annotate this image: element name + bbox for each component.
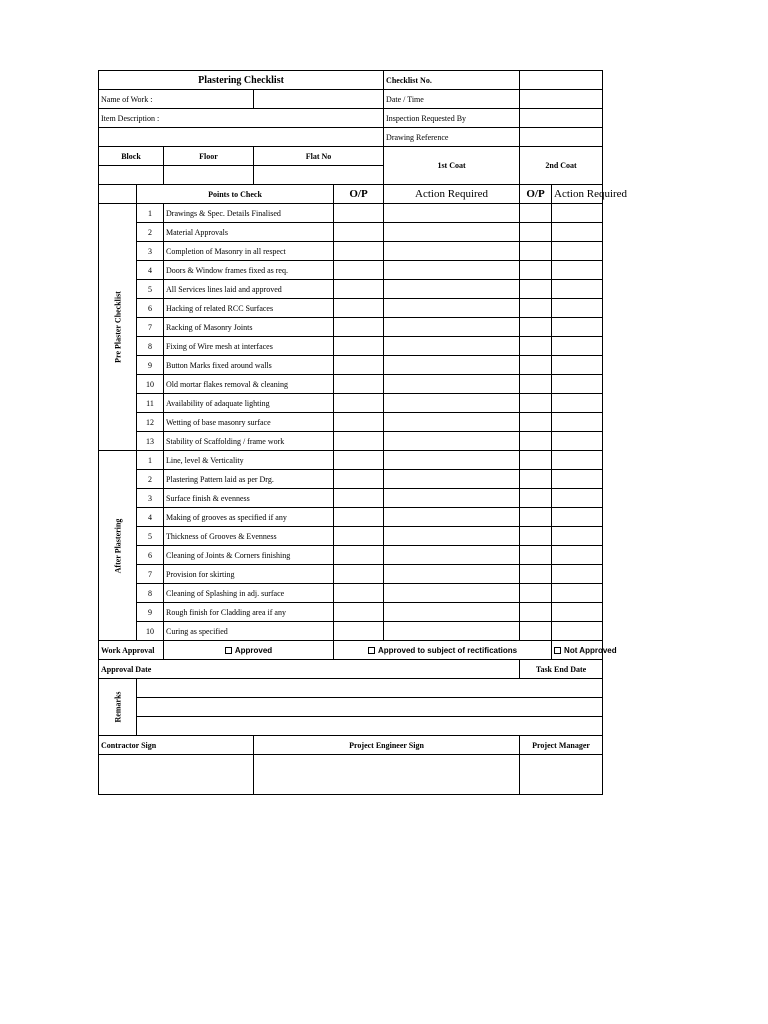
op-cell-1[interactable] [334, 527, 384, 546]
action-cell-1[interactable] [384, 261, 520, 280]
second-coat-label: 2nd Coat [520, 147, 603, 185]
op-cell-1[interactable] [334, 394, 384, 413]
item-number: 6 [137, 546, 164, 565]
pre-plaster-row [99, 432, 603, 451]
item-number: 7 [137, 318, 164, 337]
item-text: Rough finish for Cladding area if any [164, 603, 334, 622]
approved-label: Approved [234, 645, 273, 655]
op-cell-2[interactable] [520, 261, 552, 280]
item-description-label: Item Description : [99, 109, 384, 128]
item-text: Old mortar flakes removal & cleaning [164, 375, 334, 394]
remarks-line[interactable] [137, 679, 603, 698]
pre-plaster-row [99, 413, 603, 432]
action-cell-1[interactable] [384, 375, 520, 394]
item-number: 8 [137, 337, 164, 356]
engineer-sign-field[interactable] [254, 755, 520, 795]
item-text: Plastering Pattern laid as per Drg. [164, 470, 334, 489]
action-cell-1[interactable] [384, 470, 520, 489]
action-cell-2[interactable] [552, 584, 603, 603]
action-cell-1[interactable] [384, 451, 520, 470]
item-number: 2 [137, 470, 164, 489]
item-number: 4 [137, 261, 164, 280]
op-cell-1[interactable] [334, 489, 384, 508]
op-header-2: O/P [520, 185, 552, 204]
action-cell-2[interactable] [552, 470, 603, 489]
op-cell-2[interactable] [520, 413, 552, 432]
op-cell-1[interactable] [334, 546, 384, 565]
item-number: 10 [137, 375, 164, 394]
pre-plaster-row [99, 204, 603, 223]
pre-plaster-row [99, 242, 603, 261]
after-plastering-row [99, 584, 603, 603]
item-number: 5 [137, 280, 164, 299]
item-text: Curing as specified [164, 622, 334, 641]
op-cell-1[interactable] [334, 375, 384, 394]
op-cell-2[interactable] [520, 603, 552, 622]
op-cell-1[interactable] [334, 584, 384, 603]
op-cell-1[interactable] [334, 356, 384, 375]
manager-sign-field[interactable] [520, 755, 603, 795]
floor-field[interactable] [164, 166, 254, 185]
item-text: Hacking of related RCC Surfaces [164, 299, 334, 318]
inspection-requested-label: Inspection Requested By [384, 109, 520, 128]
block-label: Block [99, 147, 164, 166]
op-cell-1[interactable] [334, 565, 384, 584]
item-number: 9 [137, 603, 164, 622]
action-cell-2[interactable] [552, 204, 603, 223]
action-cell-1[interactable] [384, 394, 520, 413]
after-plastering-row [99, 603, 603, 622]
op-cell-2[interactable] [520, 565, 552, 584]
approved-subject-label: Approved to subject of rectifications [377, 645, 518, 655]
action-cell-1[interactable] [384, 603, 520, 622]
action-cell-2[interactable] [552, 280, 603, 299]
pre-plaster-row [99, 375, 603, 394]
op-cell-1[interactable] [334, 470, 384, 489]
op-cell-2[interactable] [520, 299, 552, 318]
points-to-check-header: Points to Check [137, 185, 334, 204]
action-cell-1[interactable] [384, 280, 520, 299]
action-cell-1[interactable] [384, 584, 520, 603]
engineer-sign-label: Project Engineer Sign [254, 736, 520, 755]
item-number: 11 [137, 394, 164, 413]
action-cell-2[interactable] [552, 413, 603, 432]
checklist-table [98, 70, 628, 795]
action-cell-2[interactable] [552, 432, 603, 451]
item-number: 3 [137, 242, 164, 261]
op-cell-1[interactable] [334, 413, 384, 432]
action-cell-2[interactable] [552, 223, 603, 242]
op-cell-2[interactable] [520, 622, 552, 641]
action-cell-1[interactable] [384, 356, 520, 375]
item-number: 1 [137, 451, 164, 470]
after-plastering-row [99, 508, 603, 527]
item-number: 13 [137, 432, 164, 451]
action-cell-2[interactable] [552, 508, 603, 527]
item-text: Racking of Masonry Joints [164, 318, 334, 337]
op-cell-1[interactable] [334, 261, 384, 280]
op-cell-2[interactable] [520, 470, 552, 489]
action-cell-2[interactable] [552, 337, 603, 356]
item-number: 1 [137, 204, 164, 223]
action-cell-2[interactable] [552, 261, 603, 280]
name-of-work-field[interactable] [254, 90, 384, 109]
op-cell-1[interactable] [334, 318, 384, 337]
after-plastering-row [99, 527, 603, 546]
item-text: Surface finish & evenness [164, 489, 334, 508]
pre-plaster-row [99, 318, 603, 337]
first-coat-label: 1st Coat [384, 147, 520, 185]
floor-label: Floor [164, 147, 254, 166]
action-cell-1[interactable] [384, 527, 520, 546]
item-number: 2 [137, 223, 164, 242]
op-cell-2[interactable] [520, 394, 552, 413]
op-cell-1[interactable] [334, 603, 384, 622]
pre-plaster-section-label: Pre Plaster Checklist [99, 204, 137, 451]
op-cell-2[interactable] [520, 337, 552, 356]
action-cell-2[interactable] [552, 318, 603, 337]
after-plastering-row [99, 546, 603, 565]
op-cell-2[interactable] [520, 242, 552, 261]
item-number: 6 [137, 299, 164, 318]
item-text: Stability of Scaffolding / frame work [164, 432, 334, 451]
action-cell-1[interactable] [384, 299, 520, 318]
action-cell-1[interactable] [384, 432, 520, 451]
action-cell-2[interactable] [552, 375, 603, 394]
action-cell-2[interactable] [552, 394, 603, 413]
flat-no-field[interactable] [254, 166, 384, 185]
action-cell-2[interactable] [552, 356, 603, 375]
inspection-requested-field[interactable] [520, 109, 603, 128]
item-number: 7 [137, 565, 164, 584]
pre-plaster-row [99, 280, 603, 299]
pre-plaster-row [99, 394, 603, 413]
op-cell-2[interactable] [520, 451, 552, 470]
pre-plaster-row [99, 261, 603, 280]
op-cell-2[interactable] [520, 527, 552, 546]
item-text: Drawings & Spec. Details Finalised [164, 204, 334, 223]
action-cell-1[interactable] [384, 223, 520, 242]
op-cell-1[interactable] [334, 337, 384, 356]
drawing-reference-label: Drawing Reference [384, 128, 520, 147]
action-cell-1[interactable] [384, 204, 520, 223]
remarks-line[interactable] [137, 698, 603, 717]
item-text: Cleaning of Splashing in adj. surface [164, 584, 334, 603]
action-cell-2[interactable] [552, 603, 603, 622]
op-cell-2[interactable] [520, 280, 552, 299]
item-number: 8 [137, 584, 164, 603]
blank-cell [99, 185, 137, 204]
op-cell-1[interactable] [334, 432, 384, 451]
action-cell-1[interactable] [384, 413, 520, 432]
item-text: Provision for skirting [164, 565, 334, 584]
item-number: 4 [137, 508, 164, 527]
drawing-reference-field[interactable] [520, 128, 603, 147]
approved-subject-option[interactable] [334, 641, 552, 660]
block-field[interactable] [99, 166, 164, 185]
pre-plaster-row [99, 337, 603, 356]
work-approval-label: Work Approval [99, 641, 164, 660]
not-approved-option[interactable] [552, 641, 617, 660]
action-cell-2[interactable] [552, 451, 603, 470]
name-of-work-label: Name of Work : [99, 90, 254, 109]
item-text: Cleaning of Joints & Corners finishing [164, 546, 334, 565]
op-cell-2[interactable] [520, 223, 552, 242]
date-time-field[interactable] [520, 90, 603, 109]
item-text: Thickness of Grooves & Evenness [164, 527, 334, 546]
action-cell-2[interactable] [552, 622, 603, 641]
after-plastering-section-label: After Plastering [99, 451, 137, 641]
item-text: Availability of adaquate lighting [164, 394, 334, 413]
not-approved-label: Not Approved [564, 645, 617, 655]
checkbox-icon [225, 647, 232, 654]
action-cell-2[interactable] [552, 489, 603, 508]
op-cell-2[interactable] [520, 584, 552, 603]
contractor-sign-label: Contractor Sign [99, 736, 254, 755]
item-number: 10 [137, 622, 164, 641]
item-text: Fixing of Wire mesh at interfaces [164, 337, 334, 356]
op-cell-2[interactable] [520, 432, 552, 451]
op-cell-2[interactable] [520, 508, 552, 527]
op-cell-1[interactable] [334, 242, 384, 261]
action-cell-1[interactable] [384, 489, 520, 508]
approved-option[interactable] [164, 641, 334, 660]
op-header-1: O/P [334, 185, 384, 204]
op-cell-1[interactable] [334, 204, 384, 223]
action-required-header-2: Action Required [552, 185, 603, 204]
checkbox-icon [554, 647, 561, 654]
item-text: Completion of Masonry in all respect [164, 242, 334, 261]
op-cell-2[interactable] [520, 546, 552, 565]
op-cell-2[interactable] [520, 318, 552, 337]
op-cell-1[interactable] [334, 451, 384, 470]
op-cell-1[interactable] [334, 299, 384, 318]
op-cell-2[interactable] [520, 375, 552, 394]
checkbox-icon [368, 647, 375, 654]
contractor-sign-field[interactable] [99, 755, 254, 795]
item-text: Line, level & Verticality [164, 451, 334, 470]
action-cell-2[interactable] [552, 527, 603, 546]
pre-plaster-row [99, 223, 603, 242]
item-text: Material Approvals [164, 223, 334, 242]
action-cell-2[interactable] [552, 242, 603, 261]
item-number: 5 [137, 527, 164, 546]
op-cell-1[interactable] [334, 622, 384, 641]
op-cell-2[interactable] [520, 204, 552, 223]
action-cell-1[interactable] [384, 337, 520, 356]
op-cell-1[interactable] [334, 223, 384, 242]
item-text: Button Marks fixed around walls [164, 356, 334, 375]
date-time-label: Date / Time [384, 90, 520, 109]
item-text: Wetting of base masonry surface [164, 413, 334, 432]
action-cell-2[interactable] [552, 546, 603, 565]
task-end-date-label: Task End Date [520, 660, 603, 679]
item-number: 3 [137, 489, 164, 508]
checklist-no-field[interactable] [520, 71, 603, 90]
item-text: Making of grooves as specified if any [164, 508, 334, 527]
after-plastering-row [99, 489, 603, 508]
checklist-sheet [98, 70, 628, 795]
item-description-field[interactable] [99, 128, 384, 147]
remarks-line[interactable] [137, 717, 603, 736]
remarks-label: Remarks [99, 679, 137, 736]
action-required-header-1: Action Required [384, 185, 520, 204]
action-cell-2[interactable] [552, 299, 603, 318]
approval-date-label: Approval Date [99, 660, 520, 679]
manager-sign-label: Project Manager [520, 736, 603, 755]
flat-no-label: Flat No [254, 147, 384, 166]
action-cell-1[interactable] [384, 242, 520, 261]
op-cell-1[interactable] [334, 508, 384, 527]
op-cell-2[interactable] [520, 356, 552, 375]
item-number: 12 [137, 413, 164, 432]
action-cell-1[interactable] [384, 546, 520, 565]
action-cell-2[interactable] [552, 565, 603, 584]
action-cell-1[interactable] [384, 622, 520, 641]
op-cell-2[interactable] [520, 489, 552, 508]
checklist-no-label: Checklist No. [384, 71, 520, 90]
pre-plaster-row [99, 356, 603, 375]
after-plastering-row [99, 470, 603, 489]
item-text: All Services lines laid and approved [164, 280, 334, 299]
page-title: Plastering Checklist [99, 71, 384, 90]
after-plastering-row [99, 565, 603, 584]
after-plastering-row [99, 451, 603, 470]
action-cell-1[interactable] [384, 508, 520, 527]
pre-plaster-row [99, 299, 603, 318]
action-cell-1[interactable] [384, 565, 520, 584]
item-text: Doors & Window frames fixed as req. [164, 261, 334, 280]
action-cell-1[interactable] [384, 318, 520, 337]
item-number: 9 [137, 356, 164, 375]
after-plastering-row [99, 622, 603, 641]
op-cell-1[interactable] [334, 280, 384, 299]
